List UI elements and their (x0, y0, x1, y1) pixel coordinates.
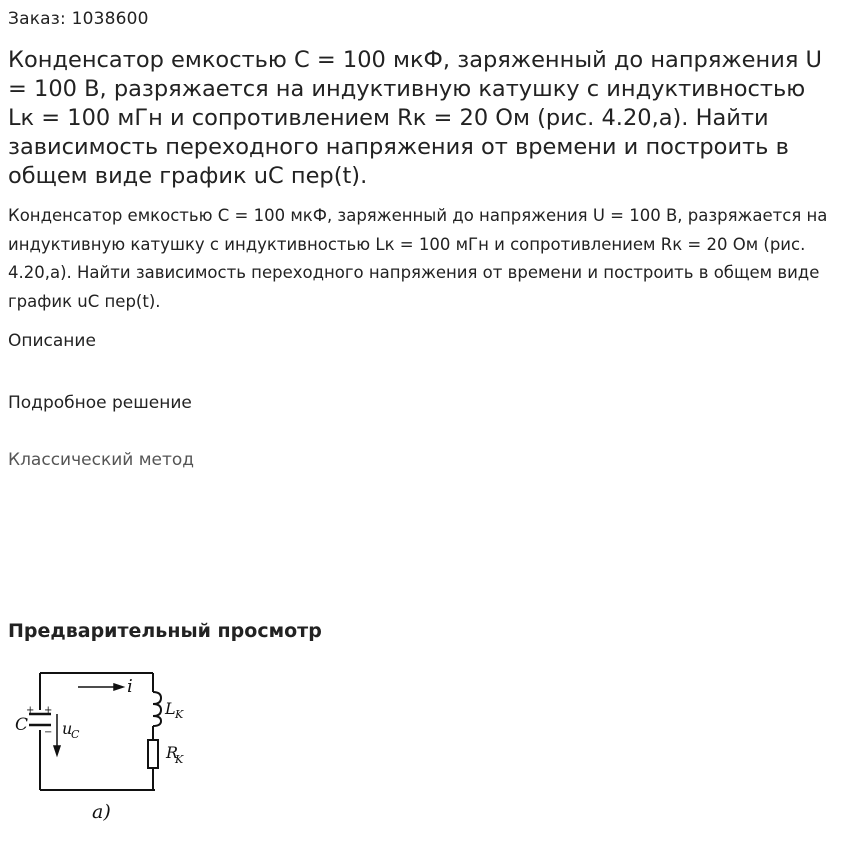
plus-sign-right: + (44, 705, 53, 716)
method-label: Классический метод (8, 450, 195, 470)
preview-heading: Предварительный просмотр (8, 620, 322, 642)
current-arrow (78, 684, 123, 690)
minus-sign: − (44, 727, 53, 738)
resistor-label: R (166, 743, 179, 762)
voltage-subscript: C (71, 728, 80, 741)
circuit-figure (10, 660, 210, 835)
inductor-symbol (153, 692, 161, 726)
solution-label: Подробное решение (8, 393, 192, 413)
voltage-label: u (62, 719, 73, 738)
problem-text: Конденсатор емкостью C = 100 мкФ, заряженный до напряжения U = 100 В, разряжается на индуктивную катушку с индуктивностью Lк = 100 мГн и сопротивлением Rк = 20 Ом (рис. 4.20,а). Найти зависимость переходного напряжения от времени и построить в общем виде график uC пер(t). (8, 206, 828, 311)
resistor-symbol (148, 740, 158, 768)
resistor-subscript: K (175, 753, 184, 766)
figure-caption: а) (92, 801, 111, 823)
inductor-label: L (165, 699, 176, 718)
description-label: Описание (8, 331, 96, 351)
current-label: i (127, 676, 133, 697)
circuit-diagram (10, 660, 210, 835)
capacitor-label: C (15, 715, 29, 735)
voltage-arrow (54, 714, 60, 755)
problem-headline: Конденсатор емкостью C = 100 мкФ, заряженный до напряжения U = 100 В, разряжается на индуктивную катушку с индуктивностью Lк = 100 мГн и сопротивлением Rк = 20 Ом (рис. 4.20,а). Найти зависимость переходного напряжения от времени и построить в общем виде график uC пер(t). (8, 47, 822, 189)
plus-sign: + (26, 705, 35, 716)
inductor-subscript: K (175, 708, 184, 721)
order-number: Заказ: 1038600 (8, 9, 149, 29)
